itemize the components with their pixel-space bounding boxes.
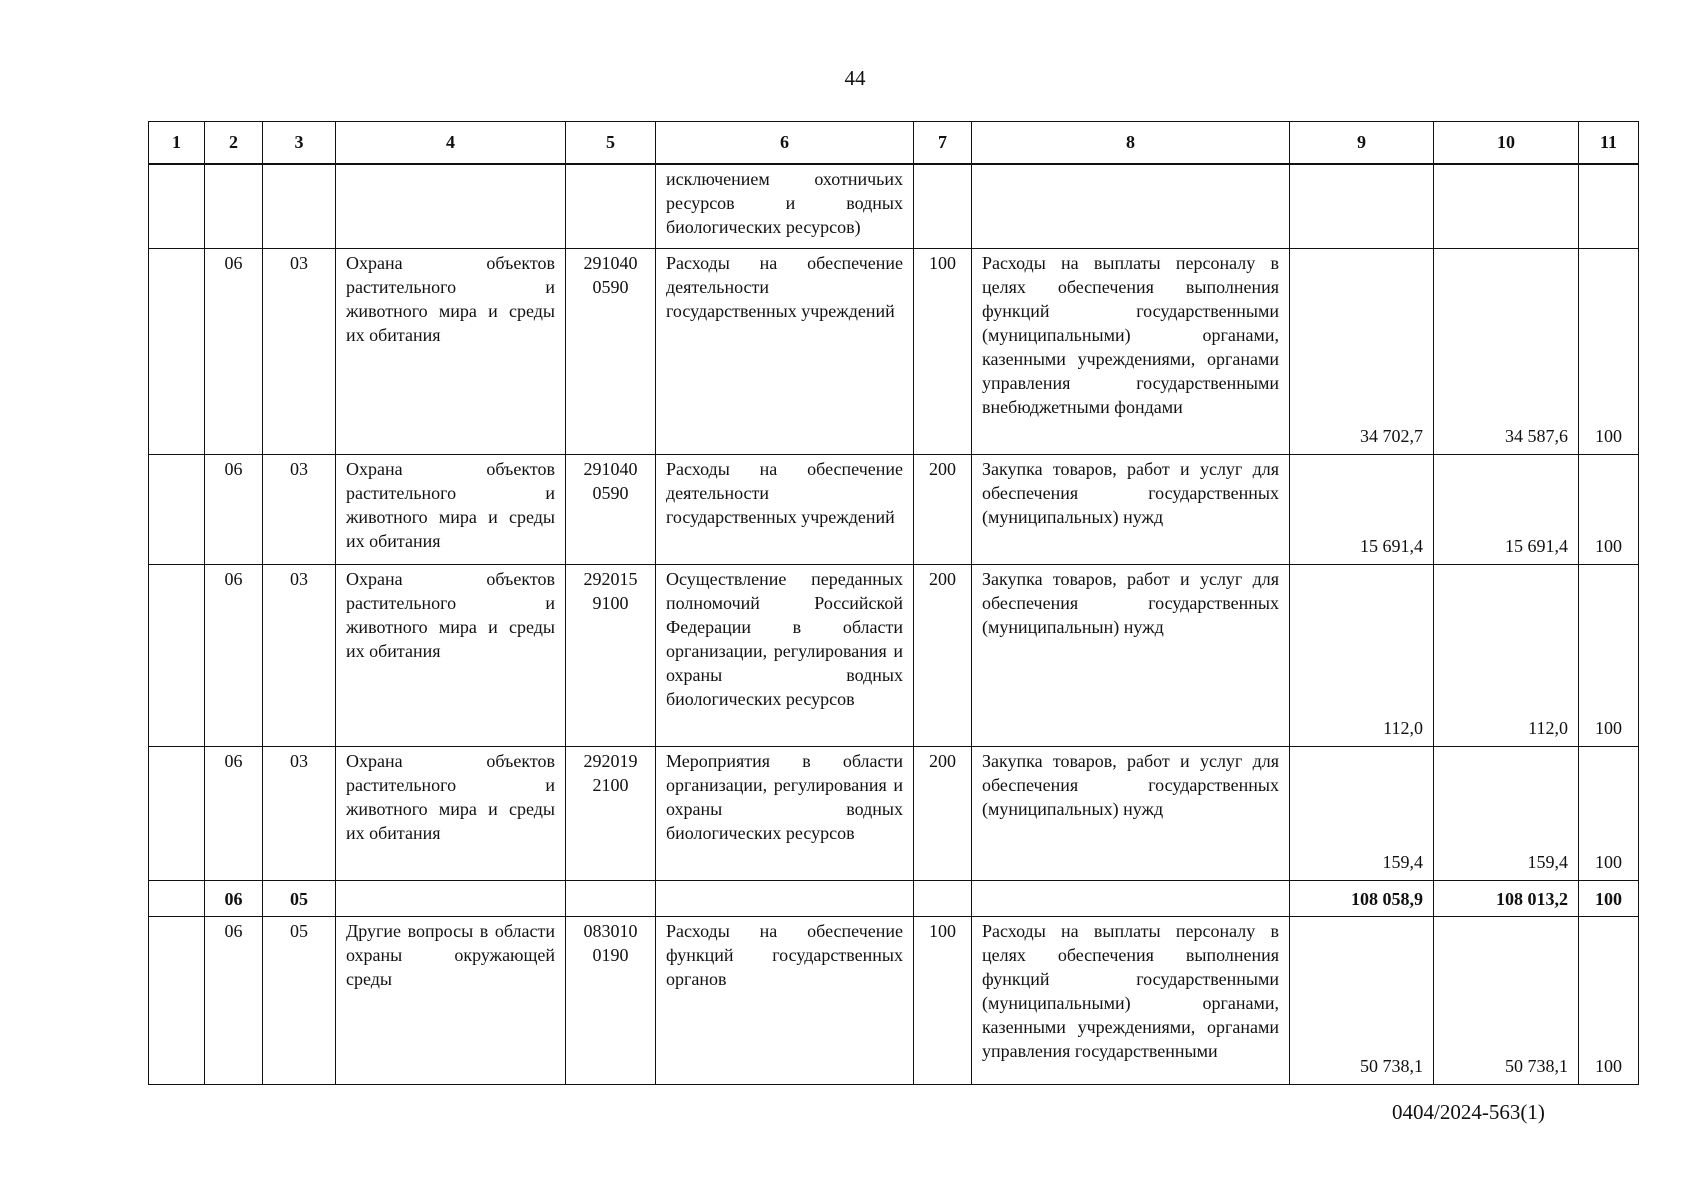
cell-subsection-name: Охрана объектов растительного и животного мира и среды их обитания [336, 747, 566, 881]
cell-planned-amount: 159,4 [1290, 747, 1434, 881]
cell-target-code: 083010 0190 [566, 917, 656, 1085]
page-number: 44 [844, 66, 866, 90]
cell-planned-amount: 50 738,1 [1290, 917, 1434, 1085]
cell-subsection-name [336, 881, 566, 917]
cell-expense-type: 200 [914, 747, 972, 881]
cell-percent: 100 [1579, 565, 1639, 747]
col-header-5: 5 [566, 122, 656, 164]
header-row [149, 122, 1639, 164]
cell-col1 [149, 747, 205, 881]
cell-expense-type-name: Закупка товаров, работ и услуг для обеспечения государственных (муниципальных) нужд [972, 455, 1290, 565]
cell-target-code: 291040 0590 [566, 249, 656, 455]
cell-actual-amount [1434, 164, 1579, 249]
cell-expense-type: 200 [914, 565, 972, 747]
col-header-11: 11 [1579, 122, 1639, 164]
cell-col1 [149, 917, 205, 1085]
cell-expense-type-name: Расходы на выплаты персоналу в целях обеспечения выполнения функций государственными (муниципальными) органами, казенными учреждениями, органами управления государственными [972, 917, 1290, 1085]
cell-col1 [149, 455, 205, 565]
table-row [149, 455, 1639, 565]
col-header-10: 10 [1434, 122, 1579, 164]
cell-subsection-name: Охрана объектов растительного и животного мира и среды их обитания [336, 455, 566, 565]
cell-actual-amount: 112,0 [1434, 565, 1579, 747]
col-header-6: 6 [656, 122, 914, 164]
cell-target-name [656, 881, 914, 917]
cell-actual-amount: 159,4 [1434, 747, 1579, 881]
cell-planned-amount: 34 702,7 [1290, 249, 1434, 455]
cell-planned-amount [1290, 164, 1434, 249]
cell-target-name: исключением охотничьих ресурсов и водных биологических ресурсов) [656, 164, 914, 249]
table-row [149, 747, 1639, 881]
cell-subsection: 03 [263, 455, 336, 565]
cell-subsection-name: Охрана объектов растительного и животного мира и среды их обитания [336, 249, 566, 455]
cell-expense-type-name: Закупка товаров, работ и услуг для обеспечения государственных (муниципальнын) нужд [972, 565, 1290, 747]
cell-subsection [263, 164, 336, 249]
cell-section: 06 [205, 249, 263, 455]
cell-percent [1579, 164, 1639, 249]
cell-expense-type-name [972, 881, 1290, 917]
document-code: 0404/2024-563(1) [1392, 1100, 1545, 1124]
cell-planned-amount: 15 691,4 [1290, 455, 1434, 565]
cell-target-code [566, 881, 656, 917]
cell-expense-type: 200 [914, 455, 972, 565]
col-header-9: 9 [1290, 122, 1434, 164]
cell-percent: 100 [1579, 455, 1639, 565]
cell-target-code: 292019 2100 [566, 747, 656, 881]
col-header-7: 7 [914, 122, 972, 164]
budget-table [148, 121, 1639, 1085]
cell-col1 [149, 565, 205, 747]
table-row [149, 917, 1639, 1085]
cell-target-name: Расходы на обеспечение деятельности государственных учреждений [656, 455, 914, 565]
cell-section: 06 [205, 917, 263, 1085]
cell-actual-amount: 108 013,2 [1434, 881, 1579, 917]
cell-subsection-name: Другие вопросы в области охраны окружающей среды [336, 917, 566, 1085]
col-header-1: 1 [149, 122, 205, 164]
cell-expense-type [914, 881, 972, 917]
cell-actual-amount: 34 587,6 [1434, 249, 1579, 455]
cell-planned-amount: 108 058,9 [1290, 881, 1434, 917]
cell-col1 [149, 249, 205, 455]
cell-subsection: 05 [263, 881, 336, 917]
cell-percent: 100 [1579, 917, 1639, 1085]
col-header-4: 4 [336, 122, 566, 164]
cell-section: 06 [205, 455, 263, 565]
cell-target-name: Расходы на обеспечение деятельности государственных учреждений [656, 249, 914, 455]
cell-subsection: 03 [263, 565, 336, 747]
cell-percent: 100 [1579, 747, 1639, 881]
cell-section [205, 164, 263, 249]
cell-expense-type-name [972, 164, 1290, 249]
cell-expense-type-name: Расходы на выплаты персоналу в целях обеспечения выполнения функций государственными (муниципальными) органами, казенными учреждениями, органами управления государственными внебюджетными фондами [972, 249, 1290, 455]
cell-subsection: 05 [263, 917, 336, 1085]
cell-expense-type: 100 [914, 249, 972, 455]
cell-subsection-name: Охрана объектов растительного и животного мира и среды их обитания [336, 565, 566, 747]
cell-expense-type-name: Закупка товаров, работ и услуг для обеспечения государственных (муниципальных) нужд [972, 747, 1290, 881]
cell-col1 [149, 164, 205, 249]
cell-subsection-name [336, 164, 566, 249]
table-row [149, 249, 1639, 455]
cell-actual-amount: 50 738,1 [1434, 917, 1579, 1085]
cell-expense-type: 100 [914, 917, 972, 1085]
col-header-2: 2 [205, 122, 263, 164]
table-row [149, 164, 1639, 249]
cell-subsection: 03 [263, 249, 336, 455]
cell-target-code [566, 164, 656, 249]
cell-col1 [149, 881, 205, 917]
cell-actual-amount: 15 691,4 [1434, 455, 1579, 565]
cell-expense-type [914, 164, 972, 249]
subtotal-row [149, 881, 1639, 917]
cell-percent: 100 [1579, 249, 1639, 455]
col-header-8: 8 [972, 122, 1290, 164]
cell-target-code: 291040 0590 [566, 455, 656, 565]
table-row [149, 565, 1639, 747]
cell-planned-amount: 112,0 [1290, 565, 1434, 747]
cell-percent: 100 [1579, 881, 1639, 917]
cell-section: 06 [205, 747, 263, 881]
cell-target-name: Расходы на обеспечение функций государственных органов [656, 917, 914, 1085]
cell-subsection: 03 [263, 747, 336, 881]
cell-target-code: 292015 9100 [566, 565, 656, 747]
cell-target-name: Мероприятия в области организации, регулирования и охраны водных биологических ресурсов [656, 747, 914, 881]
cell-section: 06 [205, 881, 263, 917]
cell-section: 06 [205, 565, 263, 747]
col-header-3: 3 [263, 122, 336, 164]
cell-target-name: Осуществление переданных полномочий Российской Федерации в области организации, регулирования и охраны водных биологических ресурсов [656, 565, 914, 747]
